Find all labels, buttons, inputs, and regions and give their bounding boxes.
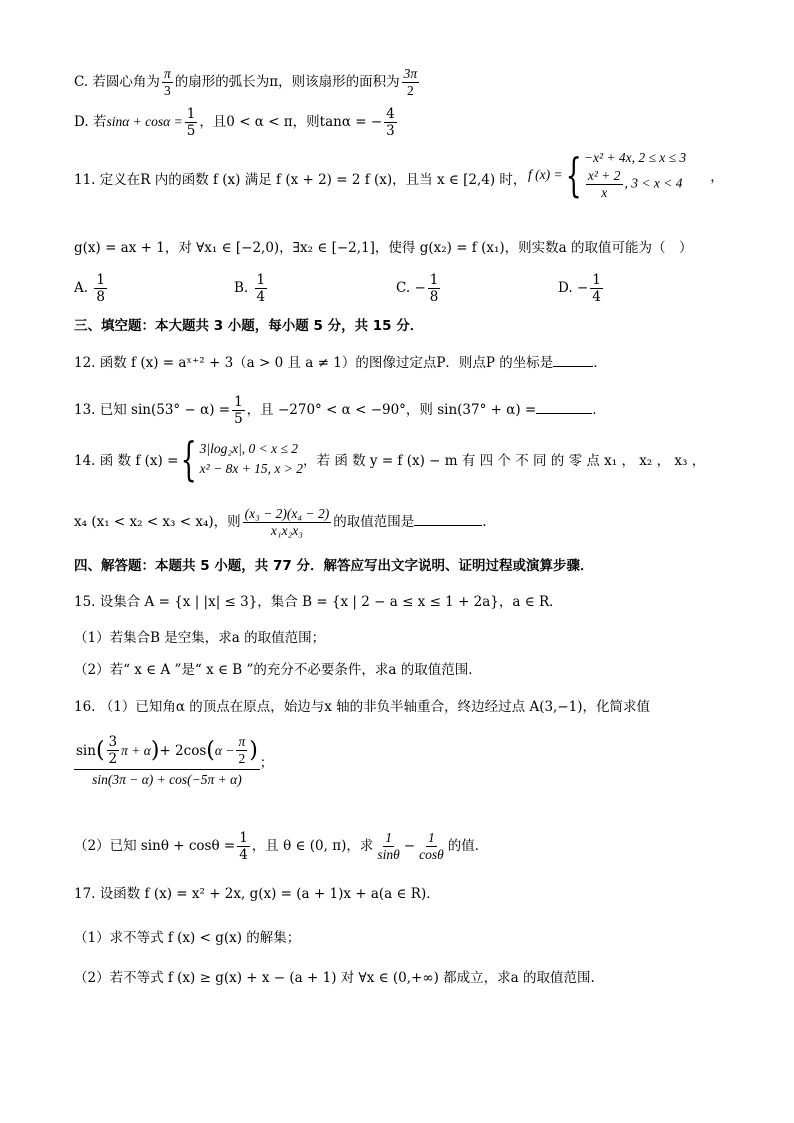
q17-stem: 17. 设函数 f (x) = x² + 2x, g(x) = (a + 1)x + a(a ∈ R)．	[74, 886, 440, 902]
q11-option-c[interactable]: C. − $\frac{1}{8}$	[396, 272, 439, 305]
q10-d-text: ，且0 < α < π，则tanα = −	[199, 114, 383, 130]
q14-stem: 14. 函 数 f (x) = { 3|log₂x|, 0 < x ≤ 2 x² − 8x + 15, x > 2 ，若 函 数 y = f (x) − m 有 四 个 不 同 的 零 点 x₁ ， x₂ ， x₃ ，	[74, 432, 706, 486]
q16-denominator: sin(3π − α) + cos(−5π + α)	[92, 772, 242, 787]
q14-line2: x₄ (x₁ < x₂ < x₃ < x₄)，则 $\frac{\text{(x₃ − 2)(x₄ − 2)}}{\text{x₁x₂x₃}}$ 的取值范围是 .	[74, 506, 487, 538]
q17-part2: （2）若不等式 f (x) ≥ g(x) + x − (a + 1) 对 ∀x ∈ (0,+∞) 都成立，求a 的取值范围.	[74, 970, 595, 986]
q10-c-text: 的扇形的弧长为π，则该扇形的面积为	[174, 74, 400, 90]
q11-brace: {	[565, 147, 582, 202]
q16-part2: （2）已知 sinθ + cosθ = $\frac{1}{4}$ ，且 θ ∈ (0, π)，求 $\frac{1}{\sin\theta}$ − $\frac{1}{\cos\theta}$ 的值．	[74, 830, 489, 863]
q10-c-angle-fraction: $\frac{\pi}{3}$	[163, 66, 171, 98]
q13: 13. 已知 sin(53° − α) = $\frac{1}{5}$ ，且 −270° < α < −90°，则 sin(37° + α) = ．	[74, 394, 606, 427]
q16-stem: 16. （1）已知角α 的顶点在原点，始边与x 轴的非负半轴重合，终边经过点 A(3,−1)，化简求值	[74, 699, 651, 715]
q10-option-c	[74, 66, 421, 99]
q14-case2: x² − 8x + 15, x > 2	[199, 461, 304, 476]
q14-answer-blank[interactable]	[414, 511, 482, 526]
q12-answer-blank[interactable]	[553, 352, 593, 367]
q17-part1: （1）求不等式 f (x) < g(x) 的解集；	[74, 930, 301, 946]
q10-option-d	[74, 106, 399, 139]
q14-case1: 3|log₂x|, 0 < x ≤ 2	[199, 441, 299, 456]
q10-d-expr: sinα + cosα =	[106, 114, 183, 129]
q16-numerator: sin ( $\frac{3}{2}$ π + α ) + 2cos ( α − $\frac{\pi}{2}$ )	[74, 734, 260, 770]
q10-c-label: C. 若圆心角为	[74, 74, 160, 90]
q11-condition: g(x) = ax + 1，对 ∀x₁ ∈ [−2,0)，∃x₂ ∈ [−2,1]，使得 g(x₂) = f (x₁)，则实数a 的取值可能为（ ）	[74, 240, 693, 256]
q10-d-fraction: $\frac{1}{5}$	[186, 106, 196, 139]
q11-option-a[interactable]: A. $\frac{1}{8}$	[74, 272, 105, 305]
q11-option-d[interactable]: D. − $\frac{1}{4}$	[558, 272, 601, 305]
q15-part2: （2）若“ x ∈ A ”是“ x ∈ B ”的充分不必要条件，求a 的取值范围．	[74, 662, 482, 678]
q11-option-b[interactable]: B. $\frac{1}{4}$	[234, 272, 266, 305]
q12: 12. 函数 f (x) = aˣ⁺² + 3（a > 0 且 a ≠ 1）的图像过定点P．则点P 的坐标是 ．	[74, 352, 607, 373]
q11-stem	[74, 170, 526, 190]
q10-d-answer-fraction: $\frac{4}{3}$	[386, 106, 395, 139]
q10-d-label: D. 若	[74, 114, 107, 130]
q11-case1: −x² + 4x, 2 ≤ x ≤ 3	[583, 150, 687, 165]
q10-c-answer-fraction: $\frac{3\pi}{2}$	[403, 66, 418, 98]
q11-text: 11. 定义在R 内的函数 f (x) 满足 f (x + 2) = 2 f (x)，且当 x ∈ [2,4) 时，	[74, 172, 527, 188]
section4-heading: 四、解答题：本题共 5 小题，共 77 分．解答应写出文字说明、证明过程或演算步骤．	[74, 558, 594, 574]
q15-stem: 15. 设集合 A = {x | |x| ≤ 3}，集合 B = {x | 2 − a ≤ x ≤ 1 + 2a}，a ∈ R．	[74, 594, 563, 610]
q15-part1: （1）若集合B 是空集，求a 的取值范围；	[74, 630, 326, 646]
section3-heading: 三、填空题：本大题共 3 小题，每小题 5 分，共 15 分．	[74, 318, 424, 334]
q11-case2: $\frac{\text{x² + 2}}{x}$ , 3 < x < 4	[587, 168, 683, 200]
q11-piecewise: f (x) = { −x² + 4x, 2 ≤ x ≤ 3 $\frac{\text{x² + 2}}{x}$ , 3 < x < 4 ，	[528, 147, 724, 202]
q13-answer-blank[interactable]	[536, 399, 592, 414]
q16-expression: sin ( $\frac{3}{2}$ π + α ) + 2cos ( α − $\frac{\pi}{2}$ ) sin(3π − α) + cos(−5π + α) ；	[76, 734, 274, 787]
